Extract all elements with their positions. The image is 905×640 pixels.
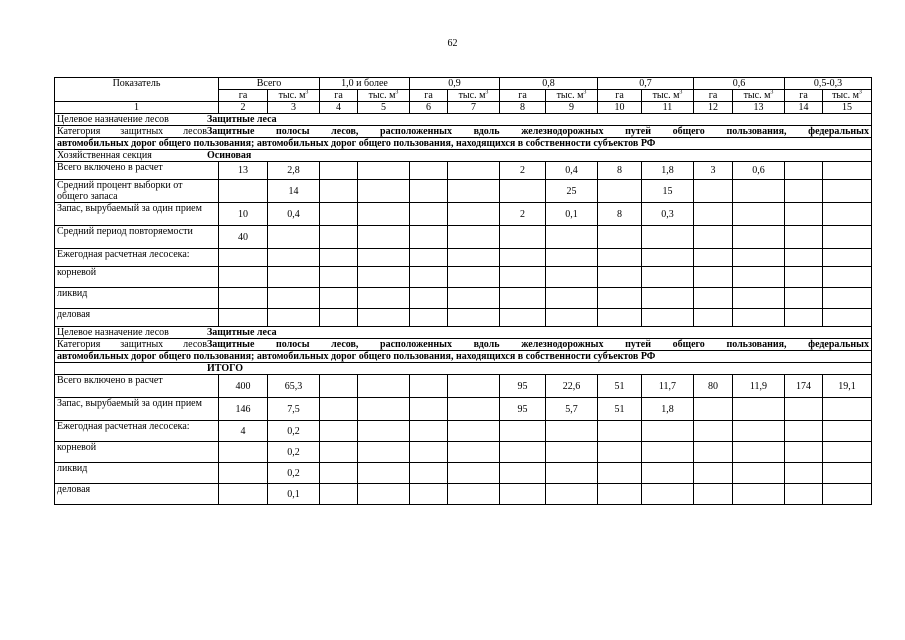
table-cell	[268, 267, 320, 288]
table-cell	[598, 484, 642, 505]
table-cell	[823, 249, 872, 267]
header-group: 0,9	[410, 78, 500, 90]
purpose-label: Целевое назначение лесов	[57, 114, 169, 125]
table-cell	[823, 484, 872, 505]
table-cell	[694, 309, 733, 327]
purpose-label: Целевое назначение лесов	[57, 327, 169, 338]
table-cell	[410, 463, 448, 484]
table-cell	[694, 442, 733, 463]
table-cell: 0,2	[268, 421, 320, 442]
table-cell	[694, 226, 733, 249]
table-cell	[694, 463, 733, 484]
table-cell	[320, 288, 358, 309]
unit-ha: га	[219, 90, 268, 102]
table-cell	[358, 398, 410, 421]
row-label: Ежегодная расчетная лесосека:	[55, 249, 219, 267]
table-cell	[598, 309, 642, 327]
table-cell	[320, 421, 358, 442]
table-cell	[410, 267, 448, 288]
table-cell	[694, 421, 733, 442]
row-label: корневой	[55, 442, 219, 463]
table-cell	[823, 442, 872, 463]
row-label: Ежегодная расчетная лесосека:	[55, 421, 219, 442]
table-cell	[546, 309, 598, 327]
table-cell	[500, 249, 546, 267]
table-cell	[733, 249, 785, 267]
table-cell	[320, 180, 358, 203]
table-cell	[642, 463, 694, 484]
table-cell	[642, 267, 694, 288]
table-cell	[642, 288, 694, 309]
table-cell	[642, 442, 694, 463]
table-cell: 4	[219, 421, 268, 442]
table-cell	[358, 484, 410, 505]
table-cell: 0,1	[268, 484, 320, 505]
table-cell: 400	[219, 375, 268, 398]
table-cell	[785, 226, 823, 249]
page-number: 62	[447, 38, 458, 49]
table-cell: 7,5	[268, 398, 320, 421]
category-value-line1: Защитные полосы лесов, расположенных вдоль железнодорожных путей общего пользования, федеральных	[207, 126, 869, 137]
table-cell	[320, 484, 358, 505]
table-cell: 14	[268, 180, 320, 203]
table-cell	[320, 226, 358, 249]
table-cell: 11,9	[733, 375, 785, 398]
table-cell	[733, 267, 785, 288]
table-cell	[598, 421, 642, 442]
table-cell: 2	[500, 162, 546, 180]
table-cell	[785, 398, 823, 421]
table-cell: 13	[219, 162, 268, 180]
table-cell	[785, 249, 823, 267]
table-cell	[410, 484, 448, 505]
header-row-numbers	[55, 102, 872, 114]
table-row	[55, 463, 872, 484]
table-cell	[448, 226, 500, 249]
table-cell	[598, 288, 642, 309]
header-indicator: Показатель	[55, 78, 219, 102]
table-cell	[785, 267, 823, 288]
table-cell	[500, 226, 546, 249]
table-cell	[733, 442, 785, 463]
table-cell	[500, 309, 546, 327]
column-number: 6	[410, 102, 448, 114]
column-number: 8	[500, 102, 546, 114]
table-cell	[694, 484, 733, 505]
row-label: Запас, вырубаемый за один прием	[55, 203, 219, 226]
column-number: 15	[823, 102, 872, 114]
section1-category-row	[55, 126, 872, 138]
table-cell	[448, 267, 500, 288]
table-cell	[410, 398, 448, 421]
table-cell	[598, 442, 642, 463]
header-group: 0,8	[500, 78, 598, 90]
table-cell	[320, 162, 358, 180]
section2-category-row2	[55, 351, 872, 363]
table-cell	[823, 288, 872, 309]
table-cell	[785, 203, 823, 226]
row-label: Всего включено в расчет	[55, 375, 219, 398]
table-cell	[410, 249, 448, 267]
table-row	[55, 309, 872, 327]
section2-rows	[55, 375, 872, 505]
table-cell	[733, 398, 785, 421]
table-cell	[785, 288, 823, 309]
table-cell: 65,3	[268, 375, 320, 398]
table-cell	[358, 309, 410, 327]
table-cell: 1,8	[642, 398, 694, 421]
table-cell	[694, 398, 733, 421]
table-cell	[358, 288, 410, 309]
table-cell	[500, 288, 546, 309]
column-number: 12	[694, 102, 733, 114]
table-cell	[500, 463, 546, 484]
table-cell: 10	[219, 203, 268, 226]
table-cell	[320, 249, 358, 267]
section1-category-row2	[55, 138, 872, 150]
header-group: 1,0 и более	[320, 78, 410, 90]
table-cell	[448, 180, 500, 203]
table-cell	[448, 442, 500, 463]
table-cell	[546, 226, 598, 249]
unit-ha: га	[694, 90, 733, 102]
table-cell	[219, 463, 268, 484]
unit-volume: тыс. $м^3$	[268, 90, 320, 102]
table-cell	[219, 288, 268, 309]
table-cell	[358, 249, 410, 267]
table-cell	[694, 203, 733, 226]
table-cell: 5,7	[546, 398, 598, 421]
table-cell: 22,6	[546, 375, 598, 398]
category-value-line2: автомобильных дорог общего пользования; автомобильных дорог общего пользования, находящихся в собственности субъектов РФ	[57, 351, 656, 362]
column-number: 1	[55, 102, 219, 114]
table-cell	[500, 484, 546, 505]
table-cell	[500, 421, 546, 442]
table-cell	[642, 421, 694, 442]
table-row	[55, 375, 872, 398]
table-cell	[823, 180, 872, 203]
table-cell	[823, 267, 872, 288]
row-label: Средний процент выборки от общего запаса	[55, 180, 219, 203]
section2-total-row	[55, 363, 872, 375]
table-cell: 3	[694, 162, 733, 180]
header-group: 0,6	[694, 78, 785, 90]
table-row	[55, 484, 872, 505]
purpose-value: Защитные леса	[207, 327, 277, 338]
table-row	[55, 267, 872, 288]
table-cell	[500, 180, 546, 203]
table-cell	[358, 421, 410, 442]
table-row	[55, 249, 872, 267]
unit-volume: тыс. $м^3$	[358, 90, 410, 102]
unit-volume: тыс. $м^3$	[642, 90, 694, 102]
header-group: Всего	[219, 78, 320, 90]
table-cell	[546, 484, 598, 505]
column-number: 2	[219, 102, 268, 114]
header-row-groups	[55, 78, 872, 90]
table-cell: 25	[546, 180, 598, 203]
table-cell	[268, 226, 320, 249]
table-cell	[823, 463, 872, 484]
table-cell	[546, 463, 598, 484]
table-cell	[823, 203, 872, 226]
table-cell	[448, 309, 500, 327]
table-cell	[598, 226, 642, 249]
table-cell: 8	[598, 203, 642, 226]
forest-table	[54, 77, 872, 505]
table-cell	[320, 203, 358, 226]
table-cell: 174	[785, 375, 823, 398]
unit-ha: га	[320, 90, 358, 102]
table-cell	[219, 180, 268, 203]
unit-volume: тыс. $м^3$	[546, 90, 598, 102]
table-cell	[358, 442, 410, 463]
category-label: Категория защитных лесов	[57, 339, 207, 350]
purpose-value: Защитные леса	[207, 114, 277, 125]
category-value-line2: автомобильных дорог общего пользования; автомобильных дорог общего пользования, находящихся в собственности субъектов РФ	[57, 138, 656, 149]
table-cell	[733, 226, 785, 249]
column-number: 9	[546, 102, 598, 114]
table-cell: 0,4	[268, 203, 320, 226]
unit-ha: га	[598, 90, 642, 102]
table-cell	[642, 309, 694, 327]
table-cell	[823, 398, 872, 421]
table-cell	[546, 267, 598, 288]
table-row	[55, 421, 872, 442]
table-cell: 80	[694, 375, 733, 398]
table-cell: 95	[500, 398, 546, 421]
table-cell	[219, 309, 268, 327]
table-row	[55, 180, 872, 203]
table-cell: 0,1	[546, 203, 598, 226]
unit-volume: тыс. $м^3$	[823, 90, 872, 102]
table-cell	[410, 288, 448, 309]
table-cell	[448, 484, 500, 505]
column-number: 4	[320, 102, 358, 114]
row-label: Всего включено в расчет	[55, 162, 219, 180]
table-cell	[823, 162, 872, 180]
table-cell	[358, 226, 410, 249]
table-cell: 11,7	[642, 375, 694, 398]
table-cell	[410, 442, 448, 463]
table-cell	[448, 162, 500, 180]
table-cell	[694, 267, 733, 288]
table-cell: 15	[642, 180, 694, 203]
table-cell	[785, 442, 823, 463]
table-cell	[448, 421, 500, 442]
table-cell	[268, 288, 320, 309]
table-cell	[358, 267, 410, 288]
table-cell	[358, 203, 410, 226]
row-label: Средний период повторяемости	[55, 226, 219, 249]
table-cell: 40	[219, 226, 268, 249]
section1-rows	[55, 162, 872, 327]
table-cell	[320, 463, 358, 484]
category-value-line1: Защитные полосы лесов, расположенных вдоль железнодорожных путей общего пользования, федеральных	[207, 339, 869, 350]
table-cell	[823, 421, 872, 442]
unit-volume: тыс. $м^3$	[448, 90, 500, 102]
table-cell	[642, 249, 694, 267]
table-cell	[733, 463, 785, 484]
table-cell	[546, 442, 598, 463]
table-cell	[320, 267, 358, 288]
column-number: 10	[598, 102, 642, 114]
header-group: 0,7	[598, 78, 694, 90]
unit-volume: тыс. $м^3$	[733, 90, 785, 102]
table-cell	[733, 421, 785, 442]
table-cell	[448, 203, 500, 226]
table-cell: 2	[500, 203, 546, 226]
column-number: 11	[642, 102, 694, 114]
total-label: ИТОГО	[207, 363, 243, 374]
table-cell	[598, 267, 642, 288]
table-cell	[642, 226, 694, 249]
table-cell	[785, 484, 823, 505]
table-row	[55, 162, 872, 180]
table-cell: 51	[598, 375, 642, 398]
section-value: Осиновая	[207, 150, 252, 161]
table-cell: 0,4	[546, 162, 598, 180]
table-cell	[448, 249, 500, 267]
unit-ha: га	[500, 90, 546, 102]
table-cell	[358, 180, 410, 203]
header-group: 0,5-0,3	[785, 78, 872, 90]
table-cell	[268, 249, 320, 267]
table-cell: 0,2	[268, 463, 320, 484]
table-cell	[694, 249, 733, 267]
table-cell	[598, 463, 642, 484]
table-cell	[410, 309, 448, 327]
table-cell	[448, 398, 500, 421]
table-cell	[642, 484, 694, 505]
table-cell	[694, 288, 733, 309]
table-cell	[694, 180, 733, 203]
row-label: корневой	[55, 267, 219, 288]
table-cell	[500, 267, 546, 288]
row-label: ликвид	[55, 463, 219, 484]
table-cell	[546, 249, 598, 267]
table-cell	[448, 375, 500, 398]
table-cell	[733, 288, 785, 309]
row-label: деловая	[55, 309, 219, 327]
table-cell: 1,8	[642, 162, 694, 180]
table-cell	[598, 249, 642, 267]
section-label: Хозяйственная секция	[57, 150, 152, 161]
table-row	[55, 398, 872, 421]
table-cell	[410, 375, 448, 398]
table-cell	[358, 375, 410, 398]
table-cell	[410, 162, 448, 180]
row-label: Запас, вырубаемый за один прием	[55, 398, 219, 421]
table-row	[55, 226, 872, 249]
table-cell	[358, 162, 410, 180]
table-cell	[219, 484, 268, 505]
table-cell	[268, 309, 320, 327]
row-label: деловая	[55, 484, 219, 505]
table-cell: 51	[598, 398, 642, 421]
table-cell	[823, 226, 872, 249]
table-row	[55, 442, 872, 463]
section2-purpose-row	[55, 327, 872, 339]
table-cell	[448, 288, 500, 309]
table-cell	[785, 180, 823, 203]
table-cell: 0,3	[642, 203, 694, 226]
table-cell	[785, 463, 823, 484]
column-number: 5	[358, 102, 410, 114]
table-cell	[410, 180, 448, 203]
table-cell	[546, 288, 598, 309]
table-cell	[410, 421, 448, 442]
row-label: ликвид	[55, 288, 219, 309]
table-row	[55, 203, 872, 226]
table-cell: 0,6	[733, 162, 785, 180]
table-cell	[785, 421, 823, 442]
table-cell	[733, 203, 785, 226]
table-cell	[733, 180, 785, 203]
table-cell	[320, 375, 358, 398]
table-cell	[448, 463, 500, 484]
section1-purpose-row	[55, 114, 872, 126]
table-cell	[785, 309, 823, 327]
unit-ha: га	[785, 90, 823, 102]
table-cell	[320, 309, 358, 327]
column-number: 3	[268, 102, 320, 114]
section2-category-row	[55, 339, 872, 351]
table-cell	[358, 463, 410, 484]
table-row	[55, 288, 872, 309]
table-cell	[500, 442, 546, 463]
table-cell: 19,1	[823, 375, 872, 398]
table-cell	[823, 309, 872, 327]
table-cell	[410, 203, 448, 226]
category-label: Категория защитных лесов	[57, 126, 207, 137]
table-cell	[546, 421, 598, 442]
table-cell	[219, 249, 268, 267]
table-cell	[598, 180, 642, 203]
column-number: 7	[448, 102, 500, 114]
table-cell: 95	[500, 375, 546, 398]
table-cell: 2,8	[268, 162, 320, 180]
column-number: 14	[785, 102, 823, 114]
table-cell	[785, 162, 823, 180]
column-number: 13	[733, 102, 785, 114]
section1-section-row	[55, 150, 872, 162]
table-cell	[320, 442, 358, 463]
table-cell	[219, 442, 268, 463]
table-cell: 146	[219, 398, 268, 421]
table-cell	[733, 309, 785, 327]
unit-ha: га	[410, 90, 448, 102]
table-cell	[320, 398, 358, 421]
table-cell: 0,2	[268, 442, 320, 463]
table-cell: 8	[598, 162, 642, 180]
table-cell	[410, 226, 448, 249]
table-cell	[733, 484, 785, 505]
table-cell	[219, 267, 268, 288]
